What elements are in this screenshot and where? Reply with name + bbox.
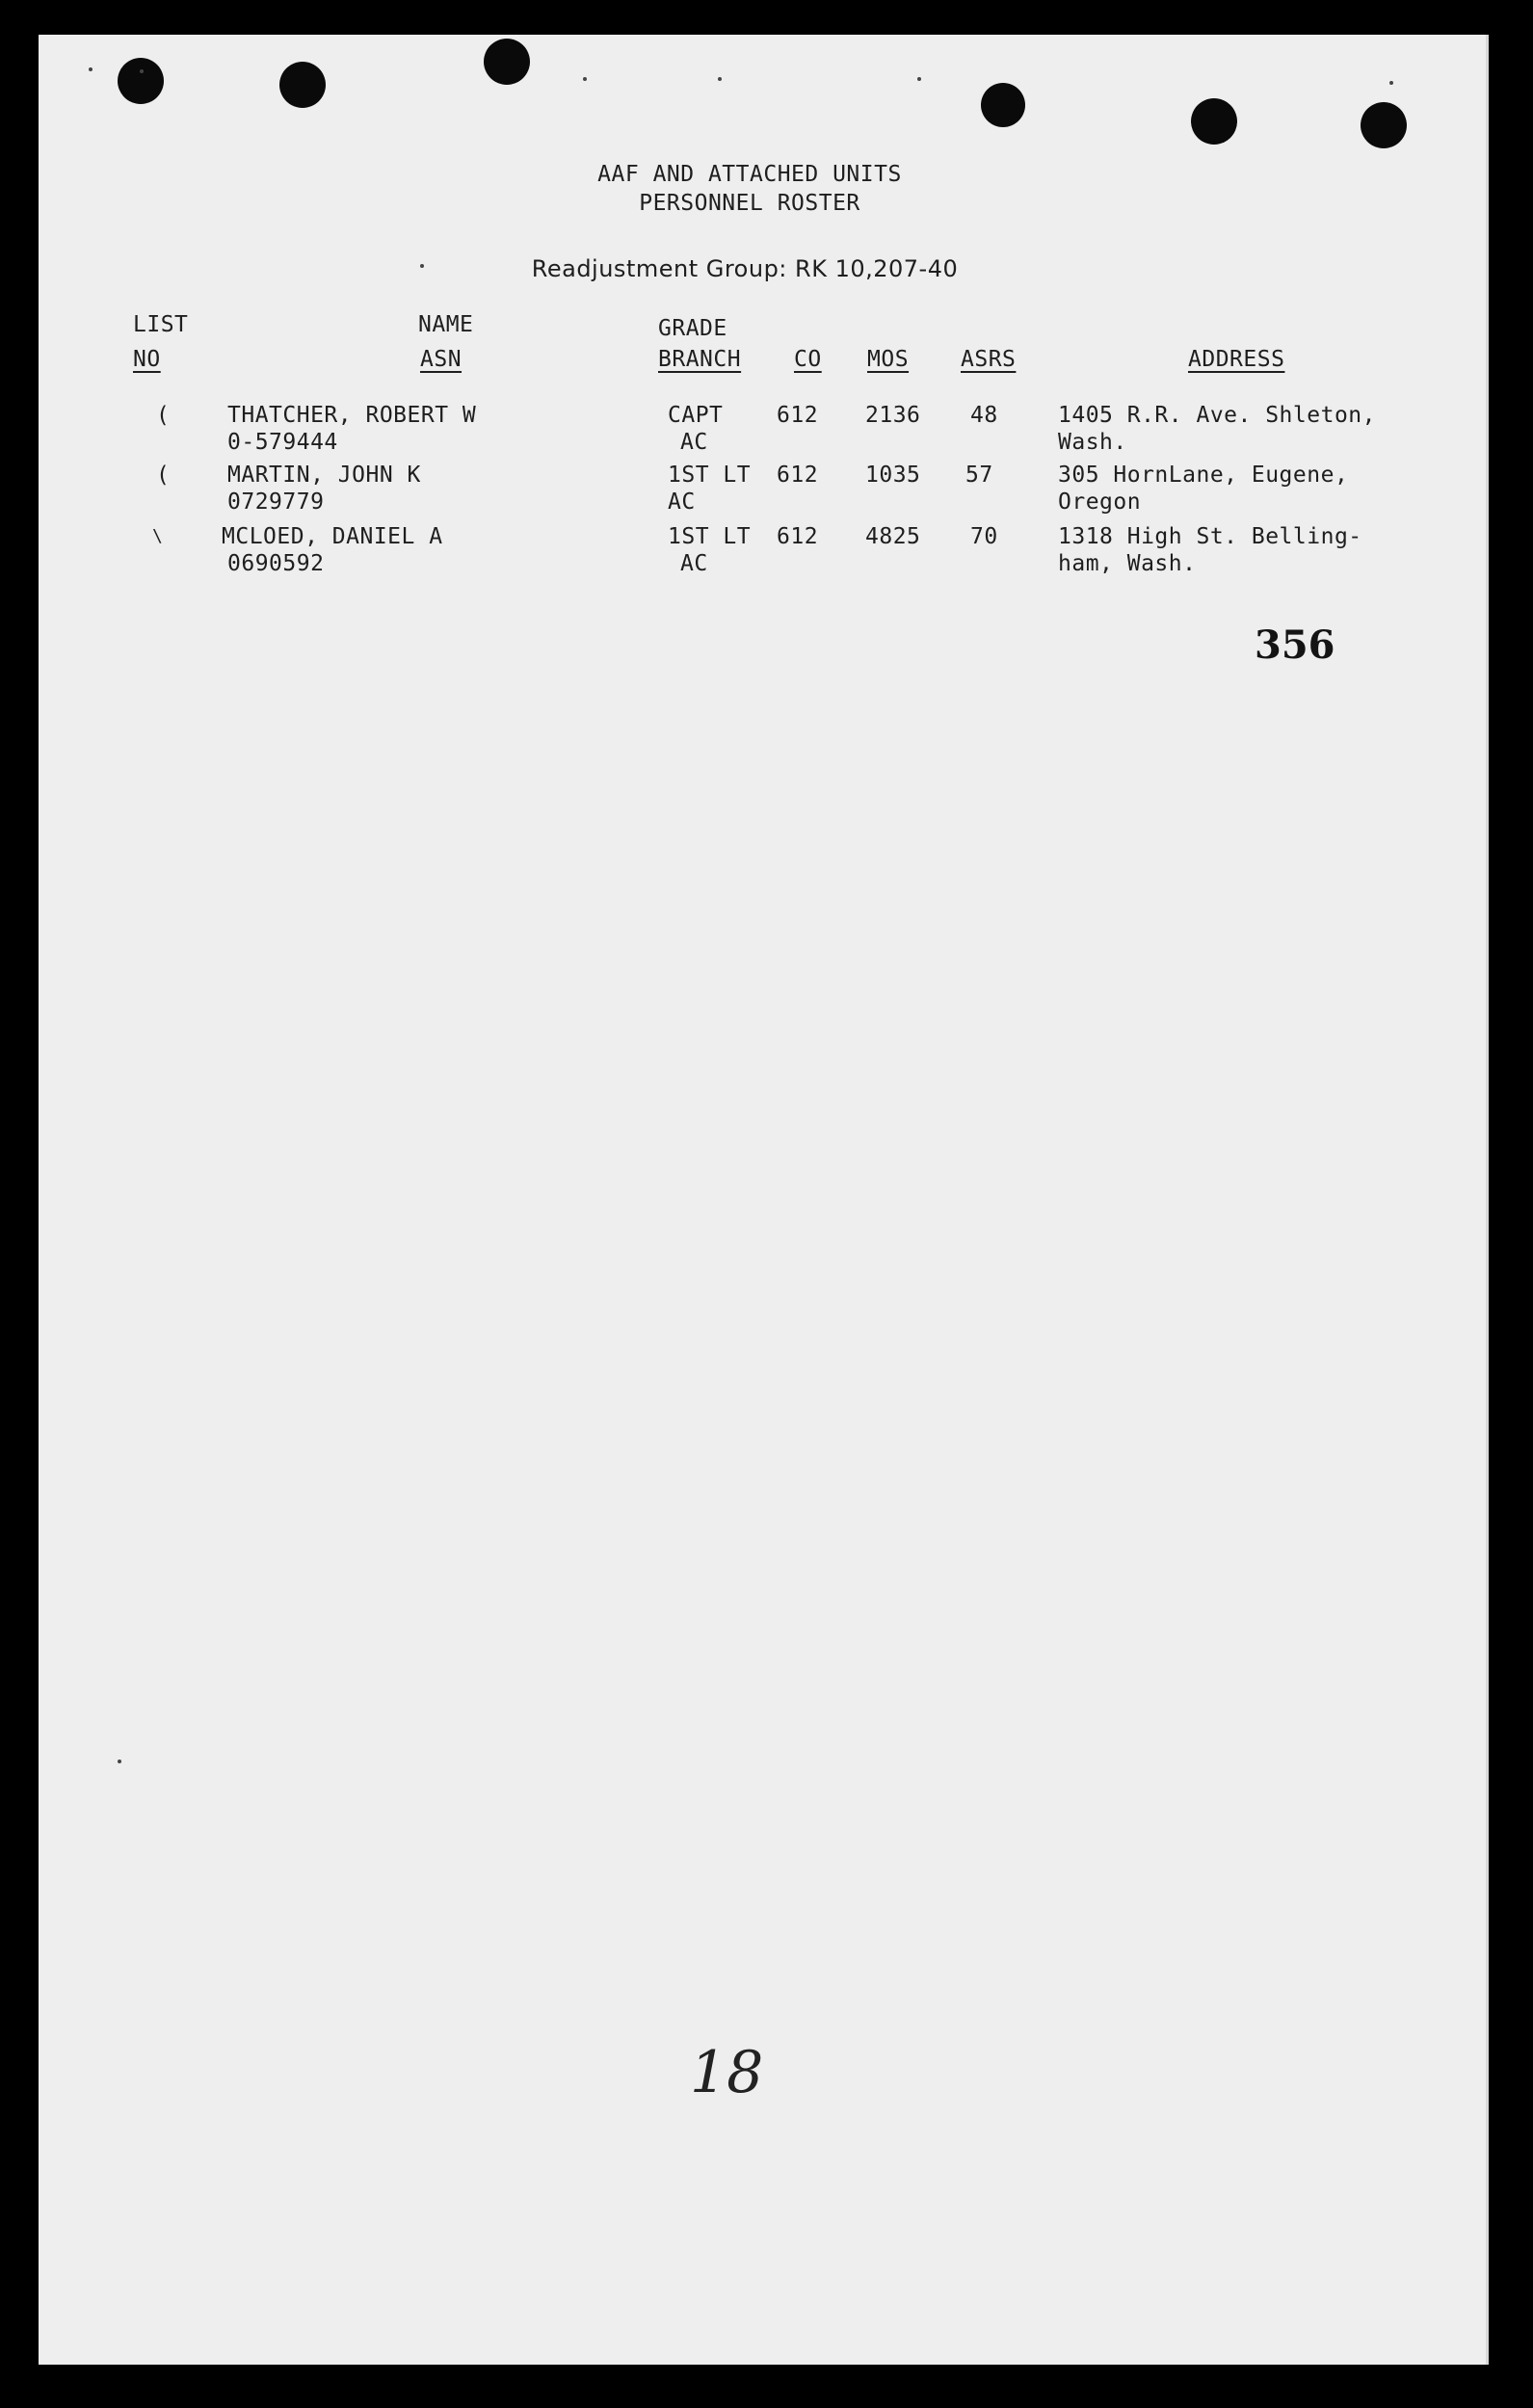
punch-hole-4 bbox=[981, 83, 1025, 127]
row-2-asrs: 57 bbox=[965, 463, 993, 488]
row-1-grade: CAPT bbox=[668, 403, 724, 428]
row-3-asrs: 70 bbox=[970, 524, 998, 549]
col-list-bottom: NO bbox=[133, 347, 161, 372]
punch-hole-1 bbox=[118, 58, 164, 104]
row-3-grade: 1ST LT bbox=[668, 524, 752, 549]
row-1-asn: 0-579444 bbox=[227, 430, 338, 455]
row-1-address-line1: 1405 R.R. Ave. Shleton, bbox=[1058, 403, 1376, 428]
row-1-mos: 2136 bbox=[865, 403, 921, 428]
paper-speck bbox=[583, 77, 587, 81]
col-address: ADDRESS bbox=[1188, 347, 1285, 372]
roster-title-line1: AAF AND ATTACHED UNITS bbox=[597, 162, 902, 187]
row-3-address-line2: ham, Wash. bbox=[1058, 551, 1197, 576]
row-2-name: MARTIN, JOHN K bbox=[227, 463, 421, 488]
col-name-bottom: ASN bbox=[420, 347, 463, 372]
col-mos: MOS bbox=[867, 347, 910, 372]
paper-speck bbox=[140, 69, 144, 73]
row-2-mos: 1035 bbox=[865, 463, 921, 488]
col-asrs: ASRS bbox=[961, 347, 1017, 372]
row-2-grade: 1ST LT bbox=[668, 463, 752, 488]
row-2-address-line2: Oregon bbox=[1058, 490, 1142, 515]
col-co: CO bbox=[794, 347, 822, 372]
paper-speck bbox=[118, 1760, 121, 1763]
handwritten-number: 18 bbox=[690, 2039, 764, 2106]
stamped-page-number: 356 bbox=[1255, 622, 1335, 668]
punch-hole-6 bbox=[1361, 102, 1407, 148]
col-grade-top: GRADE bbox=[658, 316, 727, 341]
row-2-mark: ( bbox=[156, 463, 171, 488]
roster-title-line2: PERSONNEL ROSTER bbox=[639, 191, 860, 216]
paper-speck bbox=[420, 264, 424, 268]
row-1-co: 612 bbox=[777, 403, 819, 428]
paper-speck bbox=[917, 77, 921, 81]
row-1-branch: AC bbox=[680, 430, 708, 455]
readjustment-group: Readjustment Group: RK 10,207-40 bbox=[531, 255, 959, 282]
row-3-co: 612 bbox=[777, 524, 819, 549]
row-3-address-line1: 1318 High St. Belling- bbox=[1058, 524, 1362, 549]
row-3-branch: AC bbox=[680, 551, 708, 576]
paper-speck bbox=[1389, 81, 1393, 85]
row-2-asn: 0729779 bbox=[227, 490, 325, 515]
row-1-asrs: 48 bbox=[970, 403, 998, 428]
row-2-co: 612 bbox=[777, 463, 819, 488]
paper-speck bbox=[718, 77, 722, 81]
row-1-name: THATCHER, ROBERT W bbox=[227, 403, 477, 428]
punch-hole-3 bbox=[484, 39, 530, 85]
punch-hole-2 bbox=[279, 62, 326, 108]
paper-speck bbox=[89, 67, 93, 71]
row-3-mos: 4825 bbox=[865, 524, 921, 549]
row-3-name: MCLOED, DANIEL A bbox=[222, 524, 443, 549]
row-2-address-line1: 305 HornLane, Eugene, bbox=[1058, 463, 1349, 488]
roster-sheet bbox=[39, 35, 1489, 2365]
col-name-top: NAME bbox=[418, 312, 474, 337]
row-2-branch: AC bbox=[668, 490, 696, 515]
row-3-mark: \ bbox=[152, 526, 164, 546]
row-1-address-line2: Wash. bbox=[1058, 430, 1127, 455]
col-list-top: LIST bbox=[133, 312, 189, 337]
row-1-mark: ( bbox=[156, 403, 171, 428]
col-grade-bottom: BRANCH bbox=[658, 347, 742, 372]
punch-hole-5 bbox=[1191, 98, 1237, 145]
row-3-asn: 0690592 bbox=[227, 551, 325, 576]
